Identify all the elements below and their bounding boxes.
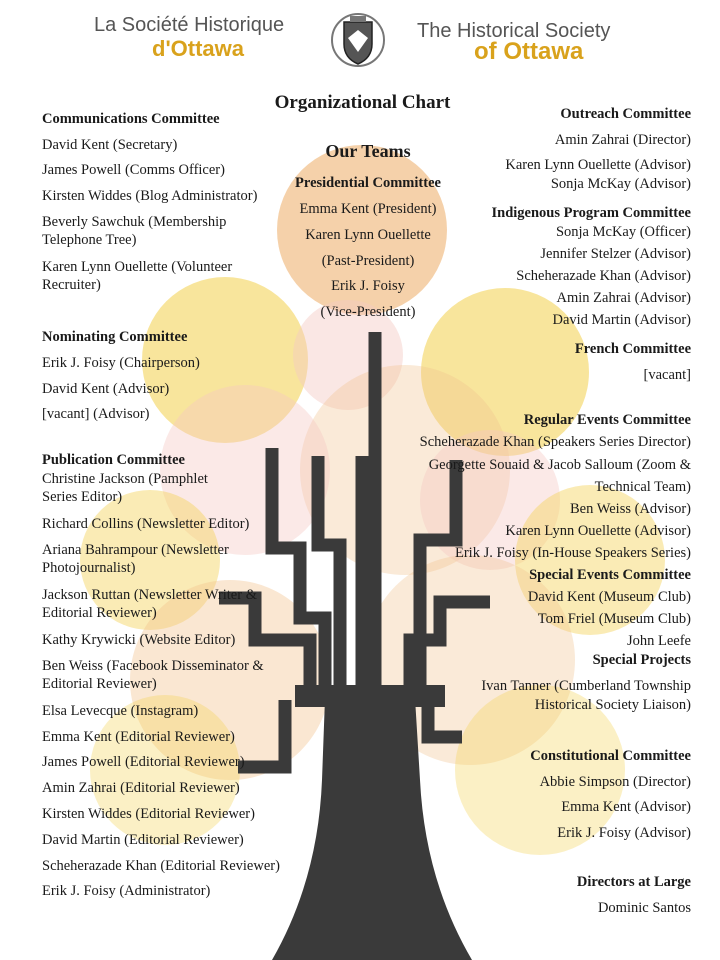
member: John Leefe bbox=[626, 633, 691, 649]
member: Erik J. Foisy (In-House Speakers Series) bbox=[455, 545, 691, 561]
member: Karen Lynn Ouellette (Advisor) bbox=[505, 523, 691, 539]
member: Erik J. Foisy bbox=[331, 278, 405, 294]
member: Karen Lynn Ouellette bbox=[305, 227, 431, 243]
member: Tom Friel (Museum Club) bbox=[537, 611, 691, 627]
committee-heading: Presidential Committee bbox=[295, 175, 441, 191]
page-title: Organizational Chart bbox=[274, 92, 451, 113]
committee-heading: Publication Committee bbox=[42, 452, 185, 468]
member: David Martin (Editorial Reviewer) bbox=[42, 832, 244, 848]
member: Sonja McKay (Advisor) bbox=[550, 176, 691, 192]
member: [vacant] (Advisor) bbox=[42, 406, 150, 422]
member: Kirsten Widdes (Editorial Reviewer) bbox=[42, 806, 255, 822]
member: Sonja McKay (Officer) bbox=[555, 224, 691, 240]
member: Elsa Levecque (Instagram) bbox=[42, 703, 199, 719]
member: David Kent (Secretary) bbox=[42, 137, 178, 153]
member: Scheherazade Khan (Speakers Series Director) bbox=[419, 434, 691, 450]
member: David Kent (Museum Club) bbox=[527, 589, 691, 605]
committee-heading: Constitutional Committee bbox=[530, 748, 691, 764]
logo-fr-line1: La Société Historique bbox=[94, 14, 285, 36]
member: (Vice-President) bbox=[320, 304, 416, 320]
member: Richard Collins (Newsletter Editor) bbox=[42, 516, 250, 532]
member: Karen Lynn Ouellette (Volunteer Recruiter) bbox=[42, 259, 233, 293]
member: Erik J. Foisy (Administrator) bbox=[42, 883, 211, 899]
committee-heading: Outreach Committee bbox=[560, 106, 691, 122]
member: Jennifer Stelzer (Advisor) bbox=[540, 246, 691, 262]
member: Erik J. Foisy (Advisor) bbox=[557, 825, 691, 841]
member: Technical Team) bbox=[594, 479, 691, 495]
member: Ariana Bahrampour (Newsletter Photojournalist) bbox=[42, 542, 229, 576]
member: Emma Kent (President) bbox=[299, 201, 437, 217]
logo-en-line2: of Ottawa bbox=[474, 38, 584, 65]
member: Amin Zahrai (Advisor) bbox=[556, 290, 691, 306]
committee-heading: French Committee bbox=[574, 341, 691, 357]
member: [vacant] bbox=[643, 367, 691, 383]
member: Georgette Souaid & Jacob Salloum (Zoom & bbox=[428, 457, 691, 473]
committee-heading: Regular Events Committee bbox=[523, 412, 691, 428]
header bbox=[0, 0, 720, 90]
member: Kirsten Widdes (Blog Administrator) bbox=[42, 188, 258, 204]
member: Ben Weiss (Advisor) bbox=[570, 501, 691, 517]
member: Amin Zahrai (Director) bbox=[554, 132, 691, 148]
logo-en-line1: The Historical Society bbox=[417, 20, 611, 42]
member: Emma Kent (Advisor) bbox=[561, 799, 691, 815]
member: Kathy Krywicki (Website Editor) bbox=[42, 632, 236, 648]
member: Jackson Ruttan (Newsletter Writer & Editorial Reviewer) bbox=[42, 587, 257, 621]
member: Amin Zahrai (Editorial Reviewer) bbox=[42, 780, 240, 796]
member: James Powell (Comms Officer) bbox=[42, 162, 225, 178]
section-subtitle: Our Teams bbox=[325, 141, 411, 161]
member: David Martin (Advisor) bbox=[552, 312, 691, 328]
member: Christine Jackson (Pamphlet Series Editor) bbox=[42, 471, 208, 505]
member: Beverly Sawchuk (Membership Telephone Tree) bbox=[42, 214, 227, 248]
logo-fr-line2: d'Ottawa bbox=[152, 36, 245, 61]
member: Karen Lynn Ouellette (Advisor) bbox=[505, 157, 691, 173]
committee-heading: Directors at Large bbox=[576, 874, 691, 890]
member: (Past-President) bbox=[321, 253, 415, 269]
committee-heading: Special Events Committee bbox=[529, 567, 691, 583]
member: Abbie Simpson (Director) bbox=[539, 774, 691, 790]
member: Emma Kent (Editorial Reviewer) bbox=[42, 729, 235, 745]
member: Ben Weiss (Facebook Disseminator & Editorial Reviewer) bbox=[42, 658, 264, 692]
committee-heading: Indigenous Program Committee bbox=[491, 205, 691, 221]
member: James Powell (Editorial Reviewer) bbox=[42, 754, 245, 770]
member: David Kent (Advisor) bbox=[42, 381, 170, 397]
member: Erik J. Foisy (Chairperson) bbox=[42, 355, 200, 371]
committee-heading: Special Projects bbox=[592, 652, 691, 668]
member: Scheherazade Khan (Advisor) bbox=[516, 268, 691, 284]
crest-icon bbox=[330, 8, 386, 72]
committee-heading: Nominating Committee bbox=[42, 329, 188, 345]
member: Scheherazade Khan (Editorial Reviewer) bbox=[42, 858, 280, 874]
committee-heading: Communications Committee bbox=[42, 111, 220, 127]
member: Historical Society Liaison) bbox=[534, 697, 691, 713]
member: Dominic Santos bbox=[597, 900, 691, 916]
member: Ivan Tanner (Cumberland Township bbox=[481, 678, 691, 694]
